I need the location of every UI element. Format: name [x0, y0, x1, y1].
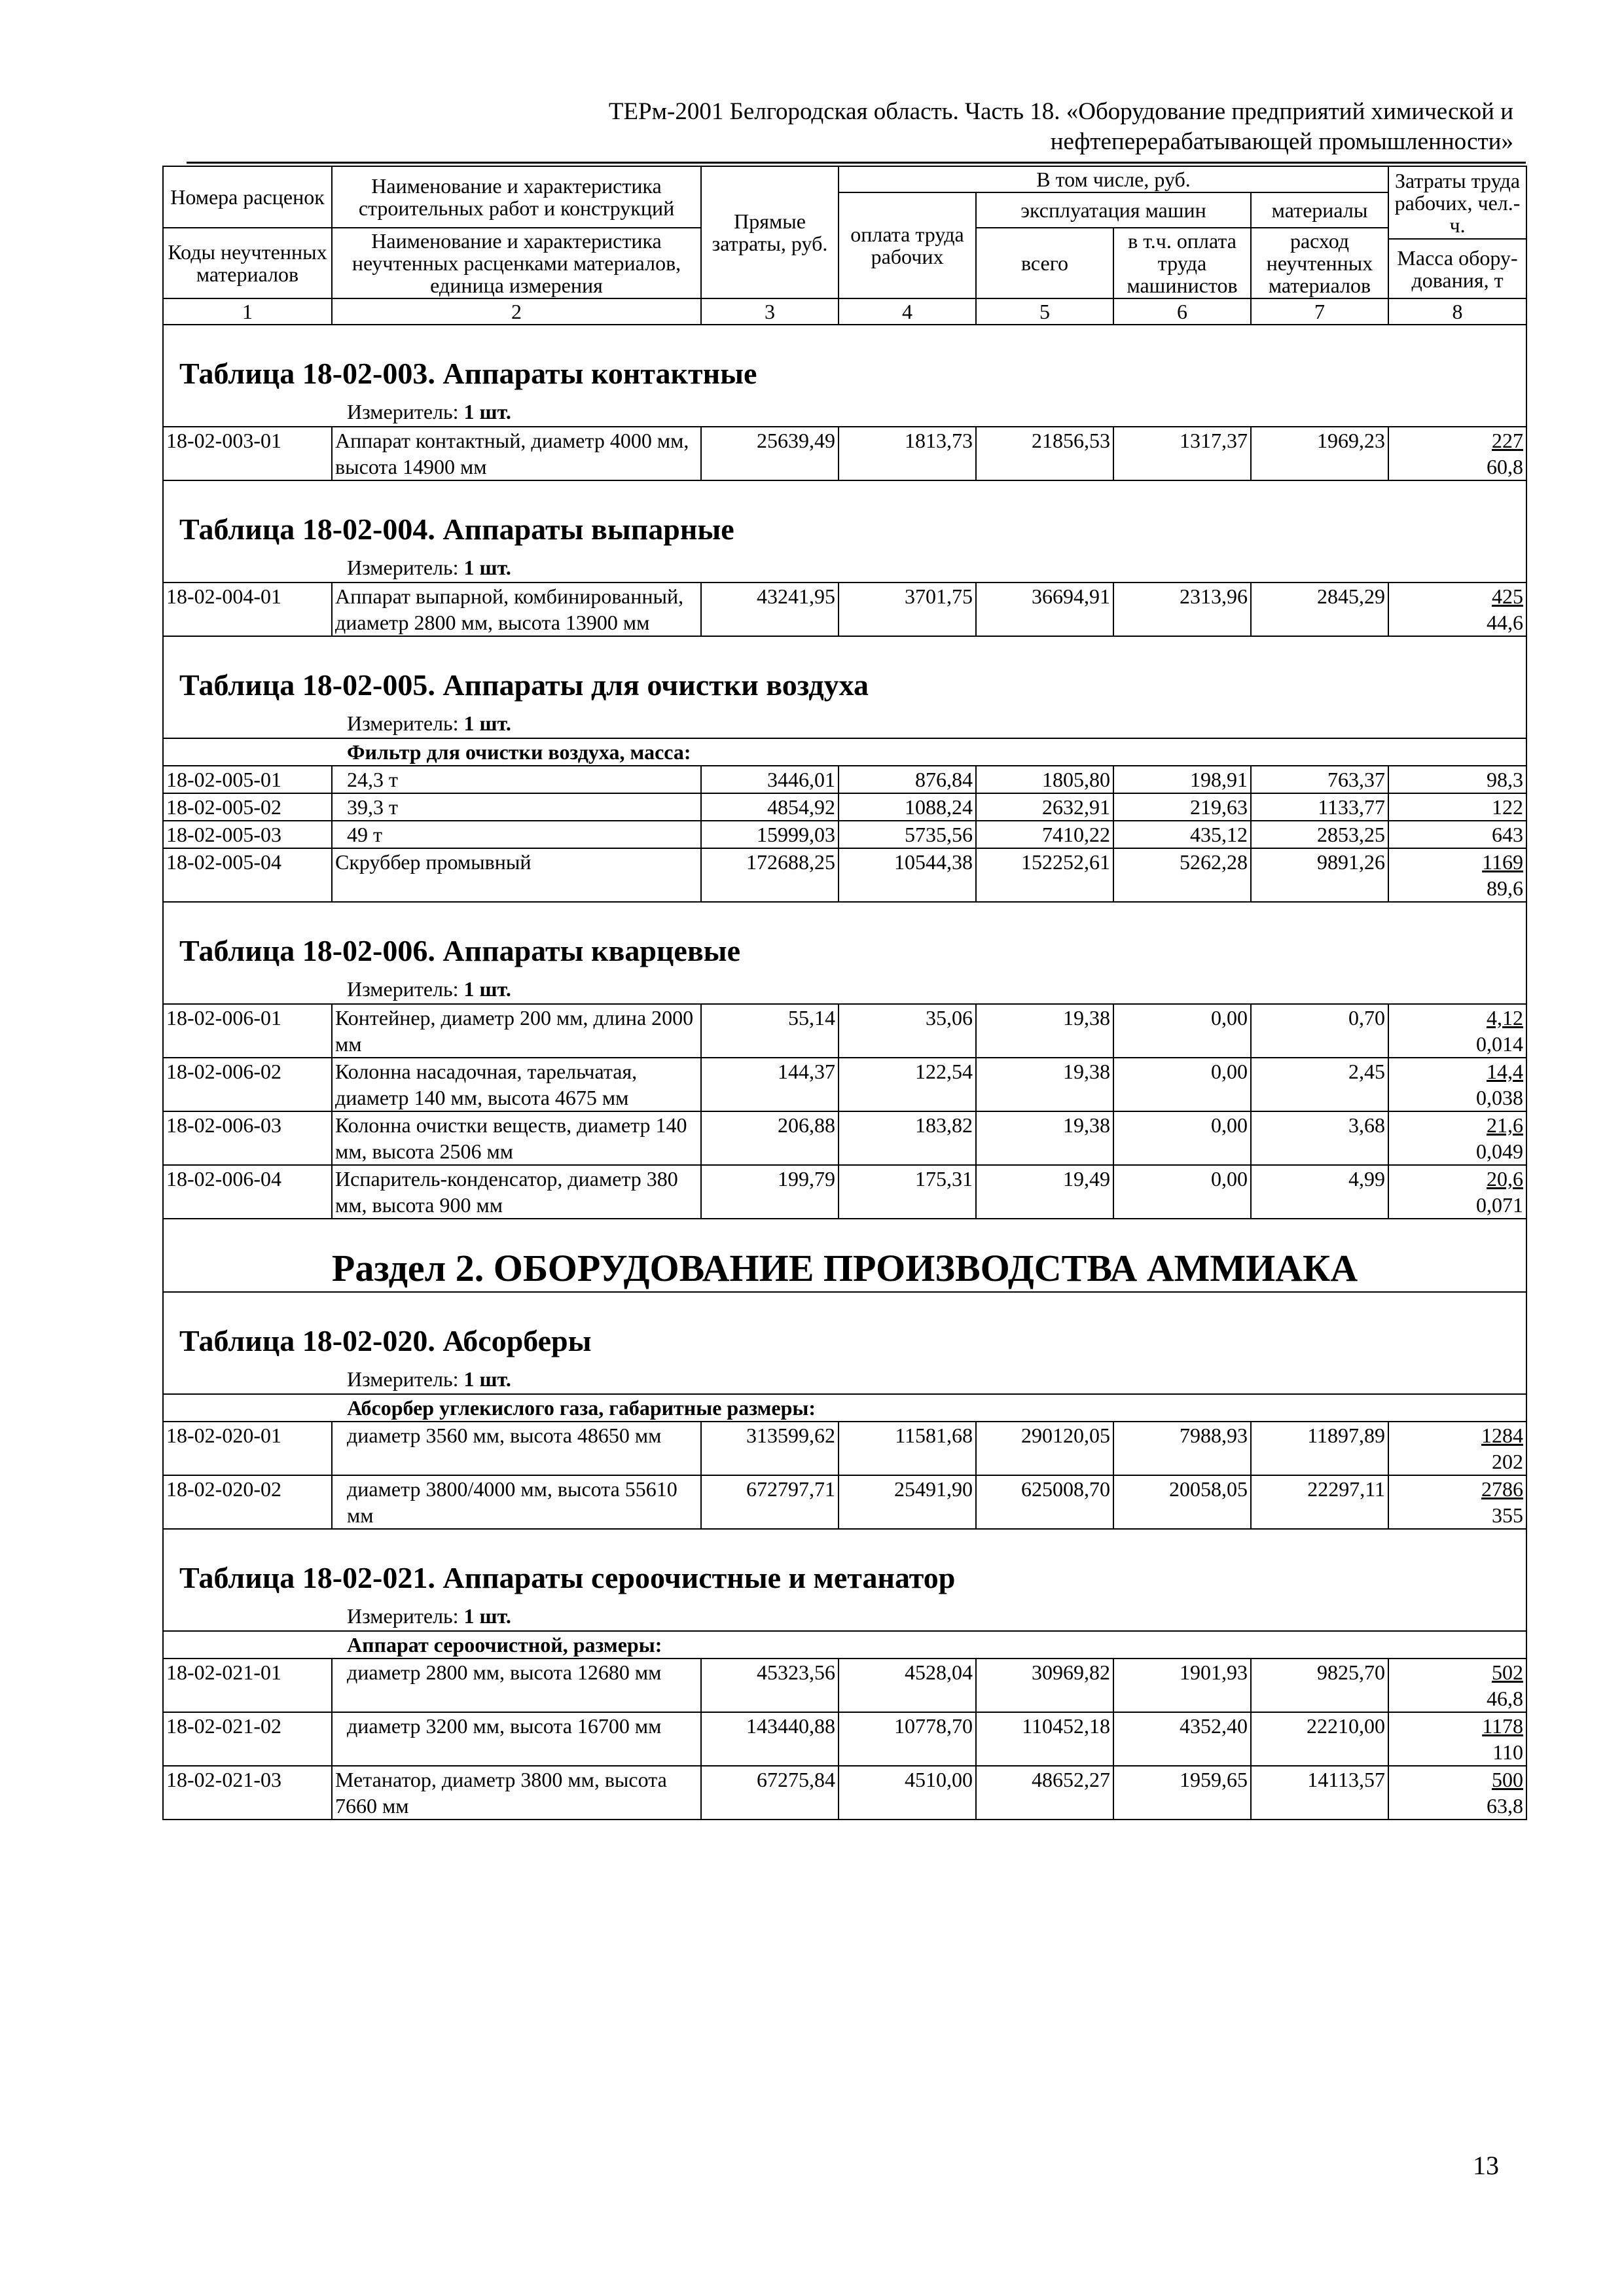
col-number: 4 — [839, 298, 976, 325]
col-number: 2 — [332, 298, 701, 325]
labor-cost: 14,4 — [1487, 1060, 1524, 1083]
materials: 22210,00 — [1251, 1712, 1388, 1766]
labor-and-mass — [1388, 1165, 1526, 1219]
rate-name: 49 т — [332, 821, 701, 848]
table-row — [163, 766, 1526, 793]
measure — [163, 971, 1526, 1004]
direct-costs: 25639,49 — [701, 427, 839, 480]
worker-pay: 1813,73 — [839, 427, 976, 480]
labor-cost: 643 — [1492, 823, 1524, 846]
rate-name: Аппарат контактный, диаметр 4000 мм, высота 14900 мм — [332, 427, 701, 480]
measure-row — [163, 1598, 1526, 1631]
direct-costs: 45323,56 — [701, 1659, 839, 1712]
col-codes-head: Номера расценок — [163, 166, 332, 228]
materials: 4,99 — [1251, 1165, 1388, 1219]
table-title-row — [163, 325, 1526, 393]
table-row — [163, 1422, 1526, 1475]
labor-cost: 227 — [1492, 429, 1524, 452]
machinist-pay: 1317,37 — [1113, 427, 1251, 480]
price-table — [162, 166, 1527, 1820]
equipment-mass: 0,038 — [1476, 1086, 1524, 1109]
measure-row — [163, 971, 1526, 1004]
rate-code: 18-02-004-01 — [163, 583, 332, 636]
table-row — [163, 583, 1526, 636]
table-row — [163, 793, 1526, 821]
direct-costs: 672797,71 — [701, 1475, 839, 1529]
worker-pay: 25491,90 — [839, 1475, 976, 1529]
labor-and-mass — [1388, 1058, 1526, 1111]
col-worker-pay-head: оплата труда рабочих — [839, 192, 976, 298]
worker-pay: 1088,24 — [839, 793, 976, 821]
rate-code: 18-02-021-01 — [163, 1659, 332, 1712]
direct-costs: 313599,62 — [701, 1422, 839, 1475]
table-title: Таблица 18-02-021. Аппараты сероочистные и метанатор — [163, 1529, 1526, 1598]
direct-costs: 4854,92 — [701, 793, 839, 821]
labor-and-mass — [1388, 1766, 1526, 1820]
labor-and-mass — [1388, 1422, 1526, 1475]
labor-and-mass — [1388, 793, 1526, 821]
worker-pay: 3701,75 — [839, 583, 976, 636]
measure — [163, 1598, 1526, 1631]
materials: 2,45 — [1251, 1058, 1388, 1111]
machinist-pay: 0,00 — [1113, 1165, 1251, 1219]
section-row — [163, 1219, 1526, 1292]
measure — [163, 393, 1526, 427]
labor-cost: 425 — [1492, 584, 1524, 608]
machinist-pay: 4352,40 — [1113, 1712, 1251, 1766]
labor-cost: 4,12 — [1487, 1006, 1524, 1030]
direct-costs: 206,88 — [701, 1111, 839, 1165]
machines-total: 19,38 — [976, 1004, 1113, 1058]
rate-code: 18-02-005-02 — [163, 793, 332, 821]
table-title: Таблица 18-02-020. Абсорберы — [163, 1292, 1526, 1361]
rate-name: 24,3 т — [332, 766, 701, 793]
labor-and-mass — [1388, 766, 1526, 793]
worker-pay: 175,31 — [839, 1165, 976, 1219]
rate-name: Контейнер, диаметр 200 мм, длина 2000 мм — [332, 1004, 701, 1058]
labor-and-mass — [1388, 1475, 1526, 1529]
labor-and-mass — [1388, 1712, 1526, 1766]
direct-costs: 143440,88 — [701, 1712, 839, 1766]
measure-unit: 1 шт. — [463, 400, 511, 423]
equipment-mass: 44,6 — [1487, 611, 1524, 634]
labor-and-mass — [1388, 1659, 1526, 1712]
worker-pay: 4528,04 — [839, 1659, 976, 1712]
measure-label: Измеритель: — [347, 1367, 459, 1391]
machinist-pay: 20058,05 — [1113, 1475, 1251, 1529]
table-title-row — [163, 902, 1526, 971]
table-row — [163, 848, 1526, 902]
machines-total: 290120,05 — [976, 1422, 1113, 1475]
rate-code: 18-02-005-01 — [163, 766, 332, 793]
col-direct-costs-head: Прямые затраты, руб. — [701, 166, 839, 298]
measure-row — [163, 705, 1526, 738]
equipment-mass: 0,049 — [1476, 1139, 1524, 1163]
rate-name: диаметр 3200 мм, высота 16700 мм — [332, 1712, 701, 1766]
rate-code: 18-02-006-01 — [163, 1004, 332, 1058]
measure-label: Измеритель: — [347, 556, 459, 579]
machines-total: 110452,18 — [976, 1712, 1113, 1766]
machines-total: 2632,91 — [976, 793, 1113, 821]
group-label: Фильтр для очистки воздуха, масса: — [163, 738, 1526, 766]
direct-costs: 43241,95 — [701, 583, 839, 636]
table-title-row — [163, 636, 1526, 705]
machines-total: 19,38 — [976, 1111, 1113, 1165]
machines-total: 7410,22 — [976, 821, 1113, 848]
rate-name: Метанатор, диаметр 3800 мм, высота 7660 мм — [332, 1766, 701, 1820]
table-head — [163, 166, 1526, 325]
direct-costs: 67275,84 — [701, 1766, 839, 1820]
rate-name: Испаритель-конденсатор, диаметр 380 мм, высота 900 мм — [332, 1165, 701, 1219]
measure-row — [163, 1361, 1526, 1394]
equipment-mass: 0,071 — [1476, 1193, 1524, 1217]
table-title: Таблица 18-02-006. Аппараты кварцевые — [163, 902, 1526, 971]
materials: 0,70 — [1251, 1004, 1388, 1058]
col-number: 1 — [163, 298, 332, 325]
rate-code: 18-02-005-03 — [163, 821, 332, 848]
worker-pay: 4510,00 — [839, 1766, 976, 1820]
worker-pay: 10778,70 — [839, 1712, 976, 1766]
direct-costs: 144,37 — [701, 1058, 839, 1111]
table-title: Таблица 18-02-004. Аппараты выпарные — [163, 480, 1526, 549]
labor-cost: 1284 — [1481, 1424, 1524, 1447]
group-row — [163, 1631, 1526, 1659]
header-line-2: нефтеперерабатывающей промышленности» — [1050, 128, 1513, 155]
machines-total: 19,49 — [976, 1165, 1113, 1219]
equipment-mass: 202 — [1492, 1450, 1524, 1473]
col-name-head: Наименование и характеристика строительных работ и конструкций — [332, 166, 701, 228]
col-machines-total-head: всего — [976, 228, 1113, 298]
group-row — [163, 738, 1526, 766]
rate-code: 18-02-021-03 — [163, 1766, 332, 1820]
measure-row — [163, 393, 1526, 427]
col-machinist-pay-head: в т.ч. оплата труда машинистов — [1113, 228, 1251, 298]
header-rule — [187, 162, 1526, 164]
col-unacc-materials-head: расход неучтенных материалов — [1251, 228, 1388, 298]
labor-cost: 98,3 — [1487, 768, 1524, 791]
materials: 1133,77 — [1251, 793, 1388, 821]
col-number: 6 — [1113, 298, 1251, 325]
table-row — [163, 821, 1526, 848]
labor-and-mass — [1388, 821, 1526, 848]
materials: 9825,70 — [1251, 1659, 1388, 1712]
table-row — [163, 1766, 1526, 1820]
table-title-row — [163, 480, 1526, 549]
direct-costs: 55,14 — [701, 1004, 839, 1058]
materials: 2845,29 — [1251, 583, 1388, 636]
rate-code: 18-02-020-01 — [163, 1422, 332, 1475]
materials: 2853,25 — [1251, 821, 1388, 848]
machinist-pay: 0,00 — [1113, 1058, 1251, 1111]
rate-code: 18-02-006-03 — [163, 1111, 332, 1165]
measure-unit: 1 шт. — [463, 1367, 511, 1391]
machines-total: 21856,53 — [976, 427, 1113, 480]
table-body — [163, 325, 1526, 1820]
rate-code: 18-02-020-02 — [163, 1475, 332, 1529]
col-mass-head: Масса обору-дования, т — [1388, 239, 1526, 298]
labor-cost: 500 — [1492, 1768, 1524, 1791]
rate-code: 18-02-006-04 — [163, 1165, 332, 1219]
labor-cost: 2786 — [1481, 1477, 1524, 1501]
measure-unit: 1 шт. — [463, 711, 511, 735]
labor-cost: 21,6 — [1487, 1113, 1524, 1137]
materials: 9891,26 — [1251, 848, 1388, 902]
measure — [163, 1361, 1526, 1394]
machinist-pay: 435,12 — [1113, 821, 1251, 848]
machinist-pay: 2313,96 — [1113, 583, 1251, 636]
table-row — [163, 1165, 1526, 1219]
labor-and-mass — [1388, 583, 1526, 636]
equipment-mass: 0,014 — [1476, 1032, 1524, 1056]
direct-costs: 3446,01 — [701, 766, 839, 793]
rate-name: Аппарат выпарной, комбинированный, диаметр 2800 мм, высота 13900 мм — [332, 583, 701, 636]
measure-label: Измеритель: — [347, 977, 459, 1001]
rate-code: 18-02-003-01 — [163, 427, 332, 480]
col-number: 8 — [1388, 298, 1526, 325]
table-row — [163, 1712, 1526, 1766]
direct-costs: 172688,25 — [701, 848, 839, 902]
measure-unit: 1 шт. — [463, 977, 511, 1001]
rate-name: Скруббер промывный — [332, 848, 701, 902]
section-title: Раздел 2. ОБОРУДОВАНИЕ ПРОИЗВОДСТВА АММИАКА — [163, 1219, 1526, 1292]
measure — [163, 705, 1526, 738]
table-row — [163, 1475, 1526, 1529]
equipment-mass: 63,8 — [1487, 1794, 1524, 1818]
labor-and-mass — [1388, 1111, 1526, 1165]
machines-total: 152252,61 — [976, 848, 1113, 902]
labor-cost: 122 — [1492, 795, 1524, 819]
materials: 14113,57 — [1251, 1766, 1388, 1820]
col-unacc-name-head: Наименование и характеристика неучтенных расценками материалов, единица измерения — [332, 228, 701, 298]
worker-pay: 5735,56 — [839, 821, 976, 848]
worker-pay: 876,84 — [839, 766, 976, 793]
materials: 3,68 — [1251, 1111, 1388, 1165]
machinist-pay: 0,00 — [1113, 1004, 1251, 1058]
measure-label: Измеритель: — [347, 1604, 459, 1628]
equipment-mass: 355 — [1492, 1503, 1524, 1527]
machinist-pay: 198,91 — [1113, 766, 1251, 793]
header-line-1: ТЕРм-2001 Белгородская область. Часть 18. «Оборудование предприятий химической и — [608, 98, 1513, 125]
rate-code: 18-02-005-04 — [163, 848, 332, 902]
table-title: Таблица 18-02-005. Аппараты для очистки воздуха — [163, 636, 1526, 705]
rate-code: 18-02-006-02 — [163, 1058, 332, 1111]
worker-pay: 11581,68 — [839, 1422, 976, 1475]
rate-code: 18-02-021-02 — [163, 1712, 332, 1766]
labor-cost: 502 — [1492, 1660, 1524, 1684]
col-machines-head: эксплуатация машин — [976, 192, 1251, 228]
direct-costs: 199,79 — [701, 1165, 839, 1219]
col-incl-head: В том числе, руб. — [839, 166, 1388, 192]
equipment-mass: 89,6 — [1487, 876, 1524, 900]
worker-pay: 10544,38 — [839, 848, 976, 902]
equipment-mass: 60,8 — [1487, 455, 1524, 478]
col-number: 3 — [701, 298, 839, 325]
table-title-row — [163, 1529, 1526, 1598]
machines-total: 625008,70 — [976, 1475, 1113, 1529]
labor-cost: 1178 — [1482, 1714, 1524, 1738]
machines-total: 19,38 — [976, 1058, 1113, 1111]
rate-name: Колонна насадочная, тарельчатая, диаметр 140 мм, высота 4675 мм — [332, 1058, 701, 1111]
machinist-pay: 0,00 — [1113, 1111, 1251, 1165]
machinist-pay: 1901,93 — [1113, 1659, 1251, 1712]
rate-name: Колонна очистки веществ, диаметр 140 мм, высота 2506 мм — [332, 1111, 701, 1165]
measure-unit: 1 шт. — [463, 1604, 511, 1628]
materials: 763,37 — [1251, 766, 1388, 793]
labor-cost: 1169 — [1482, 850, 1524, 874]
table-row — [163, 1058, 1526, 1111]
machinist-pay: 219,63 — [1113, 793, 1251, 821]
measure — [163, 549, 1526, 583]
machinist-pay: 7988,93 — [1113, 1422, 1251, 1475]
group-label: Абсорбер углекислого газа, габаритные размеры: — [163, 1394, 1526, 1422]
table-row — [163, 1004, 1526, 1058]
measure-row — [163, 549, 1526, 583]
materials: 11897,89 — [1251, 1422, 1388, 1475]
group-label: Аппарат сероочистной, размеры: — [163, 1631, 1526, 1659]
materials: 1969,23 — [1251, 427, 1388, 480]
measure-label: Измеритель: — [347, 711, 459, 735]
table-row — [163, 427, 1526, 480]
machines-total: 36694,91 — [976, 583, 1113, 636]
rate-name: диаметр 3800/4000 мм, высота 55610 мм — [332, 1475, 701, 1529]
page-number: 13 — [1473, 2151, 1499, 2180]
running-header — [458, 97, 1513, 157]
measure-label: Измеритель: — [347, 400, 459, 423]
col-number: 7 — [1251, 298, 1388, 325]
rate-name: 39,3 т — [332, 793, 701, 821]
col-labor-head: Затраты труда рабочих, чел.-ч. — [1388, 166, 1526, 239]
table-row — [163, 1659, 1526, 1712]
materials: 22297,11 — [1251, 1475, 1388, 1529]
group-row — [163, 1394, 1526, 1422]
equipment-mass: 110 — [1492, 1740, 1524, 1764]
equipment-mass: 46,8 — [1487, 1687, 1524, 1710]
rate-name: диаметр 2800 мм, высота 12680 мм — [332, 1659, 701, 1712]
machines-total: 1805,80 — [976, 766, 1113, 793]
worker-pay: 183,82 — [839, 1111, 976, 1165]
labor-and-mass — [1388, 427, 1526, 480]
col-unacc-codes-head: Коды неучтенных материалов — [163, 228, 332, 298]
direct-costs: 15999,03 — [701, 821, 839, 848]
measure-unit: 1 шт. — [463, 556, 511, 579]
worker-pay: 35,06 — [839, 1004, 976, 1058]
machines-total: 48652,27 — [976, 1766, 1113, 1820]
worker-pay: 122,54 — [839, 1058, 976, 1111]
col-materials-head: материалы — [1251, 192, 1388, 228]
machines-total: 30969,82 — [976, 1659, 1113, 1712]
machinist-pay: 1959,65 — [1113, 1766, 1251, 1820]
machinist-pay: 5262,28 — [1113, 848, 1251, 902]
table-row — [163, 1111, 1526, 1165]
labor-and-mass — [1388, 848, 1526, 902]
labor-and-mass — [1388, 1004, 1526, 1058]
labor-cost: 20,6 — [1487, 1167, 1524, 1191]
rate-name: диаметр 3560 мм, высота 48650 мм — [332, 1422, 701, 1475]
table-title-row — [163, 1292, 1526, 1361]
col-number: 5 — [976, 298, 1113, 325]
table-title: Таблица 18-02-003. Аппараты контактные — [163, 325, 1526, 393]
